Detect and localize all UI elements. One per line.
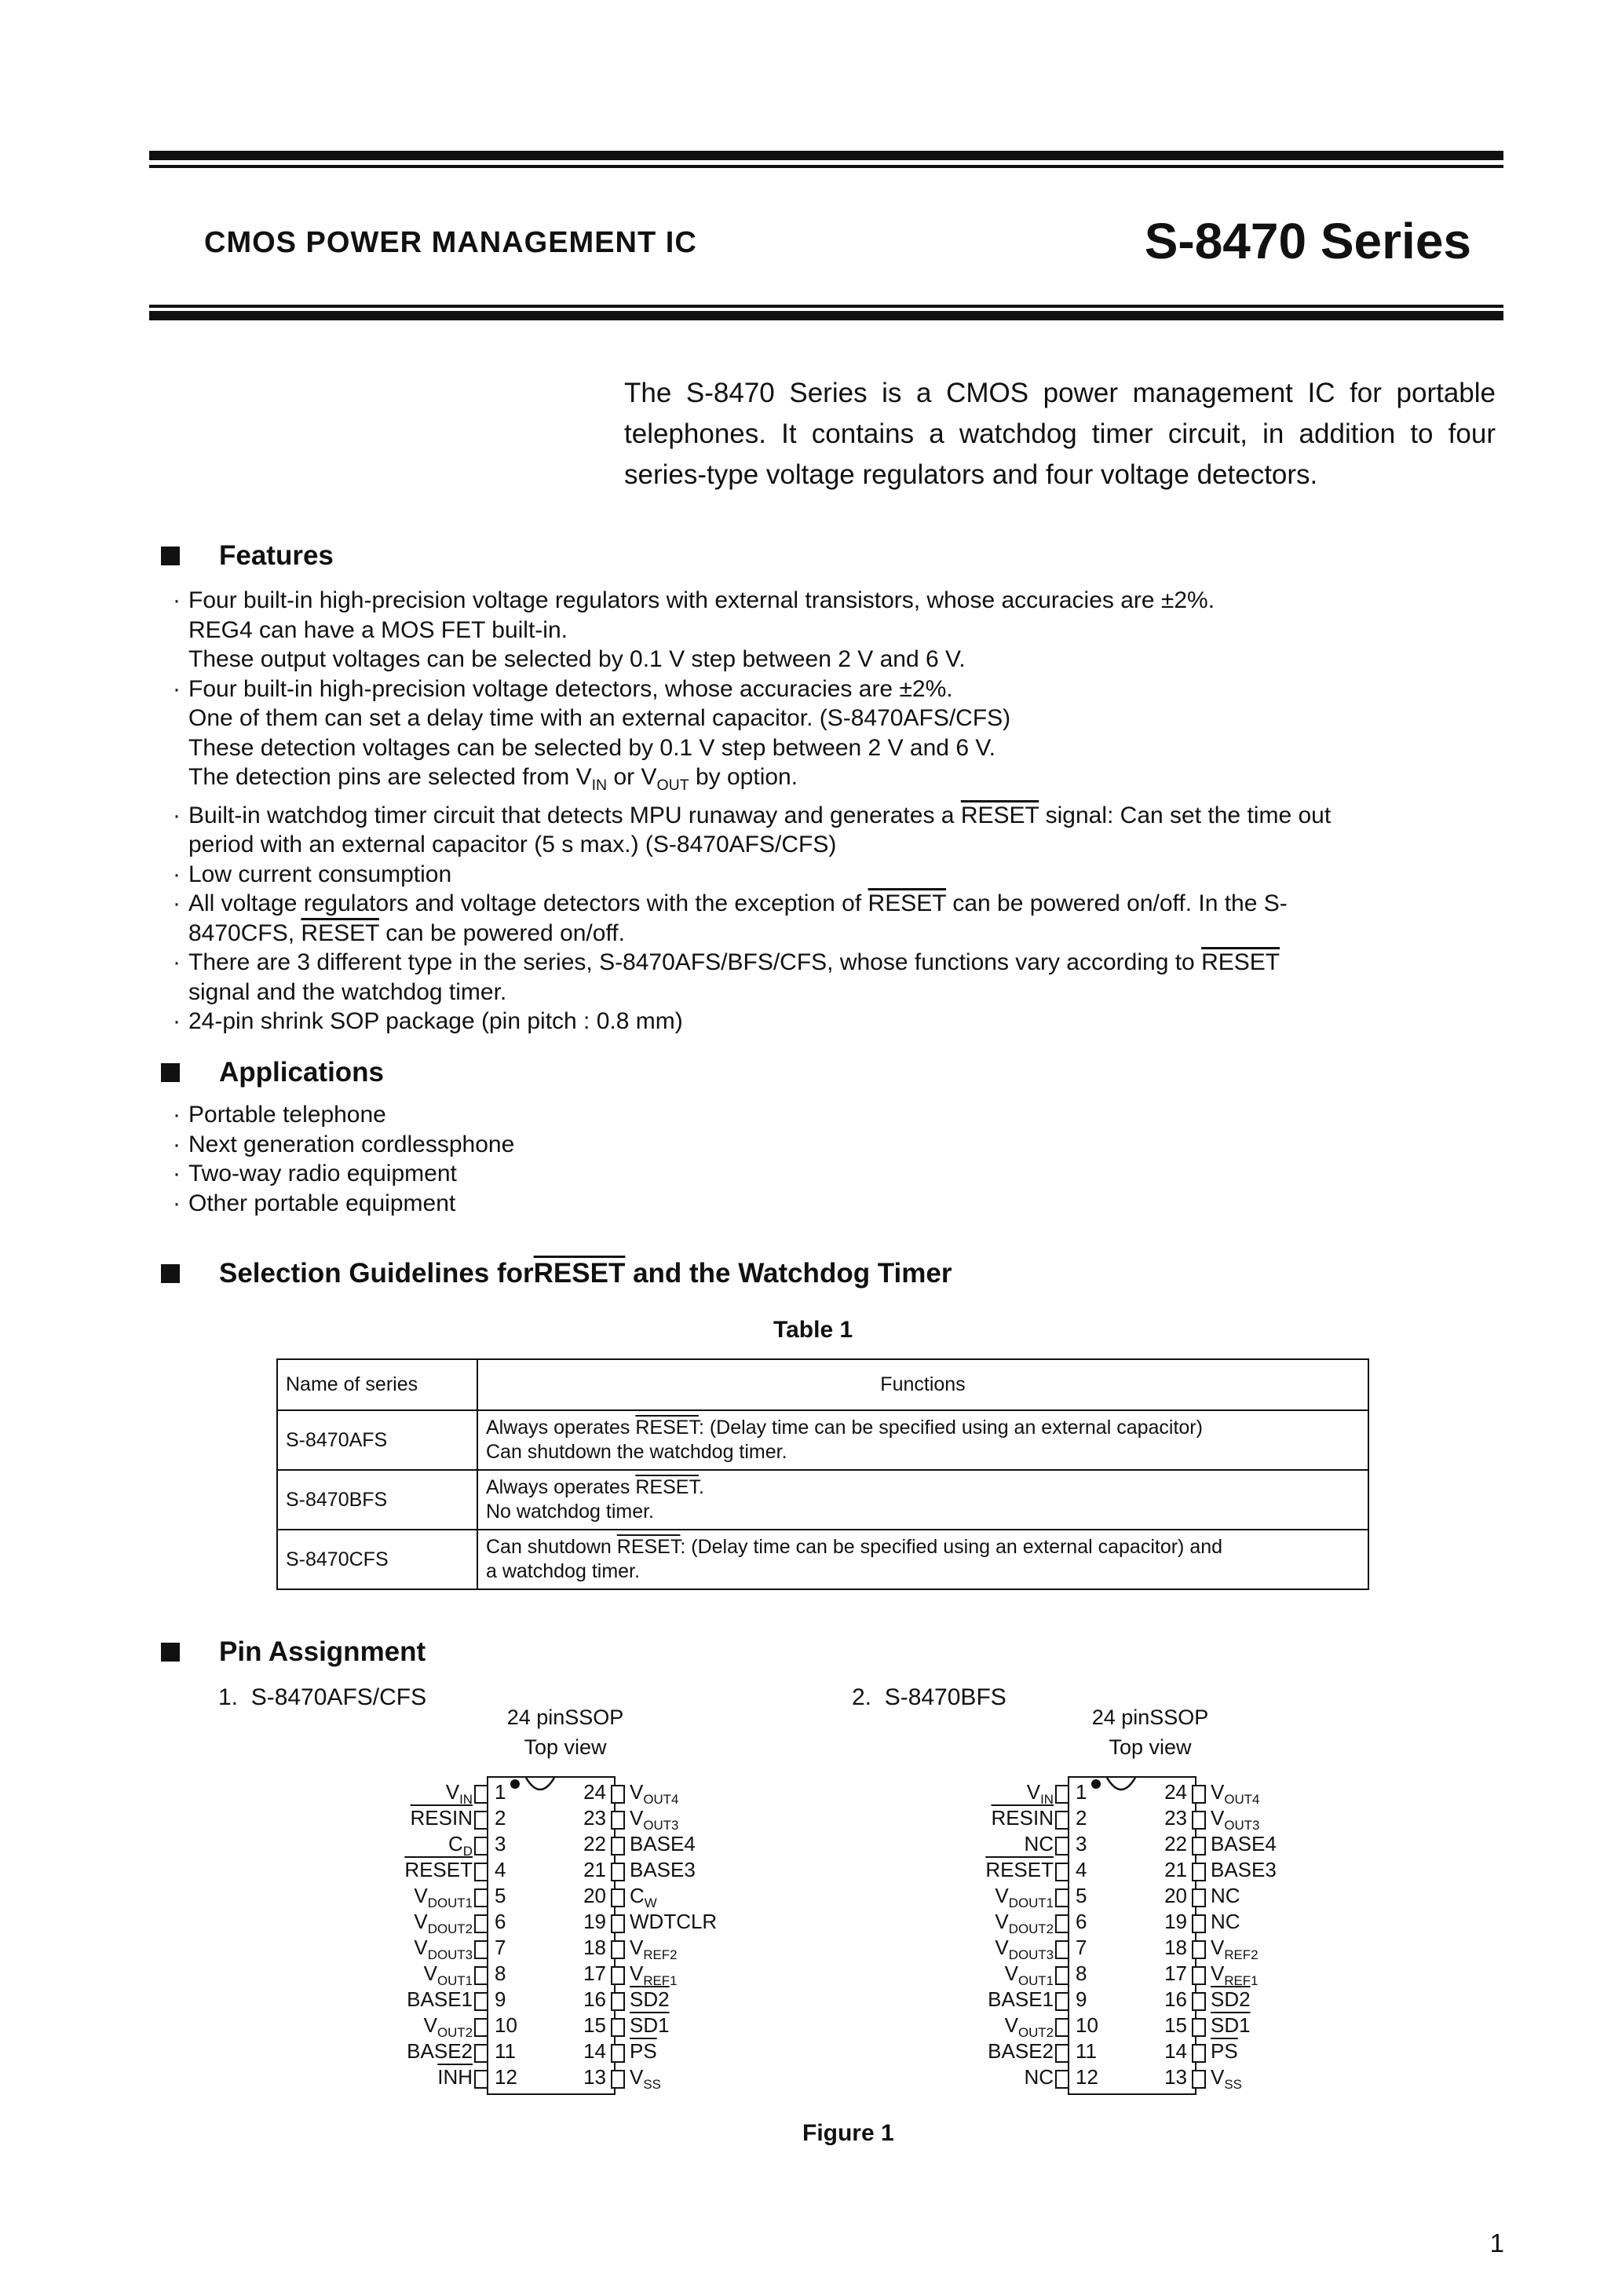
series-title: S-8470 Series [1144,213,1471,269]
pin-box [611,1966,625,1985]
pin-box [1192,2018,1206,2037]
list-item-continuation: One of them can set a delay time with an external capacitor. (S-8470AFS/CFS) [188,705,1011,731]
pin-number: 8 [495,1961,506,1985]
pin-number: 1 [495,1780,506,1804]
pin-box [474,1914,488,1933]
pin-number: 13 [583,2065,606,2089]
pin-number: 19 [583,1910,606,1933]
pin-left: $V_{DOUT3}$ [995,1936,1054,1963]
pin-number: 14 [1164,2039,1187,2063]
list-item-continuation: These output voltages can be selected by 0.1 V step between 2 V and 6 V. [188,646,966,672]
table-header-cell: Name of series [277,1359,477,1410]
features-heading: Features [161,540,334,572]
list-item: · 24-pin shrink SOP package (pin pitch : 0.8 mm) [171,1007,1506,1036]
table-cell: Always operates RESET. No watchdog timer. [477,1470,1368,1530]
pin-number: 11 [1076,2039,1097,2063]
pin-box [611,1837,625,1855]
pin-right: $V_{REF2}$ [1211,1936,1259,1963]
table-cell: S-8470BFS [277,1470,477,1530]
pin-box [474,1785,488,1804]
pin-left: $V_{DOUT1}$ [414,1884,473,1911]
list-item: · Two-way radio equipment [171,1159,1506,1189]
pin-box [474,1837,488,1855]
pin-left: $V_{DOUT1}$ [995,1884,1054,1911]
pin-number: 10 [1076,2013,1098,2037]
pin-left: BASE1 [988,1987,1054,2011]
pin-right: NC [1211,1884,1240,1907]
pin-left: RESIN [410,1806,473,1830]
diagram-b-package: 24 pinSSOP Top view [1091,1706,1209,1759]
pin-diagram-b [919,1776,1311,2106]
pin-left: $V_{IN}$ [445,1780,473,1808]
pin-left: $C_D$ [448,1832,473,1859]
header-rule-thick [149,311,1503,320]
pin-number: 2 [495,1806,506,1830]
pin-number: 12 [1076,2065,1098,2089]
pin-box [611,2018,625,2037]
pin-right: $V_{SS}$ [630,2065,661,2093]
page-number: 1 [1489,2228,1504,2258]
pin-number: 3 [1076,1832,1087,1855]
applications-list [171,1100,1506,1218]
list-item-continuation: 8470CFS, RESET can be powered on/off. [188,919,625,946]
pin-box [1055,2070,1069,2089]
pin-box [474,2044,488,2063]
table-row [277,1410,1368,1470]
table-header-row [277,1359,1368,1410]
list-item-continuation: REG4 can have a MOS FET built-in. [188,616,568,643]
pin-number: 17 [1164,1961,1187,1985]
pin-number: 18 [1164,1936,1187,1959]
section-bullet-icon [161,547,180,565]
pin-right: $\overline{PS}$ [1211,2039,1238,2063]
pin-right: $V_{OUT3}$ [630,1806,679,1834]
diagram-b-title: 2. S-8470BFS [852,1684,1006,1710]
pin-number: 15 [583,2013,606,2037]
pin-box [1192,1888,1206,1907]
pin-number: 22 [583,1832,606,1855]
pin-right: SD2 [630,1987,670,2011]
list-item: · Low current consumption [171,860,1506,890]
pin-left: NC [1024,2065,1054,2089]
pin-box [611,1940,625,1959]
selection-heading: Selection Guidelines for RESET and the Watchdog Timer [161,1258,952,1289]
pin-number: 19 [1164,1910,1187,1933]
pin-box [1192,1966,1206,1985]
pin-box [611,1888,625,1907]
features-list [171,586,1506,1036]
pin-right: $V_{OUT3}$ [1211,1806,1260,1834]
pin-left: $V_{OUT2}$ [1004,2013,1054,2041]
table-header-cell: Functions [477,1359,1368,1410]
pin-box [1055,1837,1069,1855]
pin-box [1055,1914,1069,1933]
pin-number: 20 [1164,1884,1187,1907]
table-row [277,1530,1368,1589]
pin-right: WDTCLR [630,1910,718,1933]
applications-heading: Applications [161,1057,384,1088]
pin-number: 20 [583,1884,606,1907]
pin-box [611,2044,625,2063]
list-item: · Other portable equipment [171,1189,1506,1219]
pin-left: BASE2 [988,2039,1054,2063]
pin-left: BASE2 [407,2039,473,2063]
pin-box [1055,2044,1069,2063]
list-item-continuation: period with an external capacitor (5 s max.) (S-8470AFS/CFS) [188,832,837,857]
pin-box [1192,1811,1206,1830]
pin-number: 8 [1076,1961,1087,1985]
pin-number: 11 [495,2039,516,2063]
pin-number: 23 [583,1806,606,1830]
pin-box [1192,1863,1206,1881]
pin-left: $V_{DOUT3}$ [414,1936,473,1963]
pin-right: $\overline{PS}$ [630,2039,657,2063]
table-cell: S-8470AFS [277,1410,477,1470]
pin-number: 6 [1076,1910,1087,1933]
pin-left: NC [1024,1832,1054,1855]
pin-box [474,1940,488,1959]
pin-right: NC [1211,1910,1240,1933]
table-cell: Can shutdown RESET: (Delay time can be specified using an external capacitor) and a watchdog timer. [477,1530,1368,1589]
pin-box [611,1811,625,1830]
table-row [277,1470,1368,1530]
pin-number: 16 [1164,1987,1187,2011]
pin-left: $V_{OUT1}$ [1004,1961,1054,1989]
pin-box [611,1992,625,2011]
pin-number: 15 [1164,2013,1187,2037]
pin-number: 24 [1164,1780,1187,1804]
pin-left: BASE1 [407,1987,473,2011]
pin-number: 17 [583,1961,606,1985]
pin-number: 13 [1164,2065,1187,2089]
pin-box [611,1785,625,1804]
list-item: · Four built-in high-precision voltage detectors, whose accuracies are ±2%. [171,675,1506,704]
pin-box [1192,1785,1206,1804]
pin-number: 21 [583,1858,606,1881]
pin-box [611,2070,625,2089]
list-item: · Portable telephone [171,1100,1506,1130]
list-item: · All voltage regulators and voltage detectors with the exception of RESET can be powered on/off. In the S- [171,889,1506,919]
pin-box [1192,1992,1206,2011]
pin-number: 10 [495,2013,517,2037]
pin-right: $V_{OUT4}$ [630,1780,679,1808]
pin-box [474,1966,488,1985]
pin1-notch-icon [509,1775,572,1798]
list-item: · Built-in watchdog timer circuit that detects MPU runaway and generates a RESET signal: Can set the time out [171,801,1506,831]
pin-number: 24 [583,1780,606,1804]
pin-box [474,2018,488,2037]
pin-left: $V_{DOUT2}$ [995,1910,1054,1937]
pin-assignment-heading: Pin Assignment [161,1636,426,1668]
pin-number: 9 [495,1987,506,2011]
pin-right: SD1 [630,2013,670,2037]
pin-right: BASE4 [1211,1832,1277,1855]
top-rule-thin [149,165,1503,168]
pin1-notch-icon [1090,1775,1153,1798]
pin-number: 3 [495,1832,506,1855]
list-item: · Next generation cordlessphone [171,1130,1506,1160]
pin-box [1192,2070,1206,2089]
pin-number: 9 [1076,1987,1087,2011]
pin-right: BASE3 [630,1858,696,1881]
figure-caption: Figure 1 [802,2120,894,2146]
table-cell: Always operates RESET: (Delay time can be specified using an external capacitor) Can shutdown the watchdog timer. [477,1410,1368,1470]
pin-right: $C_W$ [630,1884,657,1911]
pin-right: $V_{OUT4}$ [1211,1780,1260,1808]
pin-number: 23 [1164,1806,1187,1830]
product-category: CMOS POWER MANAGEMENT IC [204,226,697,259]
pin-box [1192,1914,1206,1933]
pin-box [611,1914,625,1933]
section-bullet-icon [161,1643,180,1662]
pin-left: $V_{DOUT2}$ [414,1910,473,1937]
list-item: · There are 3 different type in the series, S-8470AFS/BFS/CFS, whose functions vary according to RESET [171,948,1506,978]
pin-number: 6 [495,1910,506,1933]
top-rule-thick [149,151,1503,160]
pin-right: $V_{REF2}$ [630,1936,678,1963]
pin-left: $\overline{INH}$ [437,2065,473,2089]
pin-right: BASE4 [630,1832,696,1855]
pin-box [474,1888,488,1907]
pin-box [1055,1863,1069,1881]
pin-number: 5 [495,1884,506,1907]
pin-number: 22 [1164,1832,1187,1855]
pin-box [474,2070,488,2089]
pin-box [1055,2018,1069,2037]
intro-paragraph: The S-8470 Series is a CMOS power management IC for portable telephones. It contains a watchdog timer circuit, in addition to four series-type voltage regulators and four voltage detectors. [624,378,1496,490]
selection-table [276,1358,1369,1590]
table-caption: Table 1 [773,1317,853,1343]
pin-left: $V_{OUT2}$ [423,2013,473,2041]
pin-diagram-a [338,1776,730,2106]
pin-number: 1 [1076,1780,1087,1804]
pin-box [611,1863,625,1881]
pin-number: 4 [1076,1858,1087,1881]
table-cell: S-8470CFS [277,1530,477,1589]
pin-box [1055,1992,1069,2011]
section-bullet-icon [161,1264,180,1283]
pin-left: RESET [985,1858,1054,1881]
pin-number: 21 [1164,1858,1187,1881]
pin-right: SD2 [1211,1987,1251,2011]
pin-number: 2 [1076,1806,1087,1830]
list-item-continuation: The detection pins are selected from $V_{IN}$ or $V_{OUT}$ by option. [188,764,798,794]
pin-box [1055,1940,1069,1959]
pin-right: $V_{REF1}$ [630,1961,678,1989]
section-bullet-icon [161,1063,180,1082]
diagram-a-title: 1. S-8470AFS/CFS [218,1684,427,1710]
pin-box [1192,1837,1206,1855]
pin-number: 16 [583,1987,606,2011]
pin-box [1055,1811,1069,1830]
pin-box [474,1811,488,1830]
pin-left: RESIN [991,1806,1054,1830]
pin-number: 14 [583,2039,606,2063]
pin-number: 4 [495,1858,506,1881]
list-item-continuation: signal and the watchdog timer. [188,978,507,1005]
pin-right: SD1 [1211,2013,1251,2037]
header-rule-thin [149,305,1503,308]
list-item-continuation: These detection voltages can be selected by 0.1 V step between 2 V and 6 V. [188,734,995,761]
pin-box [474,1863,488,1881]
pin-box [1055,1785,1069,1804]
pin-right: $V_{REF1}$ [1211,1961,1259,1989]
pin-left: $V_{IN}$ [1026,1780,1054,1808]
pin-box [1055,1966,1069,1985]
pin-left: RESET [404,1858,473,1881]
pin-number: 12 [495,2065,517,2089]
list-item: · Four built-in high-precision voltage regulators with external transistors, whose accuracies are ±2%. [171,586,1506,616]
pin-box [1192,2044,1206,2063]
pin-box [1192,1940,1206,1959]
pin-number: 7 [495,1936,506,1959]
pin-number: 7 [1076,1936,1087,1959]
diagram-a-package: 24 pinSSOP Top view [506,1706,624,1759]
pin-right: BASE3 [1211,1858,1277,1881]
pin-right: $V_{SS}$ [1211,2065,1242,2093]
pin-box [1055,1888,1069,1907]
pin-left: $V_{OUT1}$ [423,1961,473,1989]
pin-box [474,1992,488,2011]
pin-number: 18 [583,1936,606,1959]
pin-number: 5 [1076,1884,1087,1907]
